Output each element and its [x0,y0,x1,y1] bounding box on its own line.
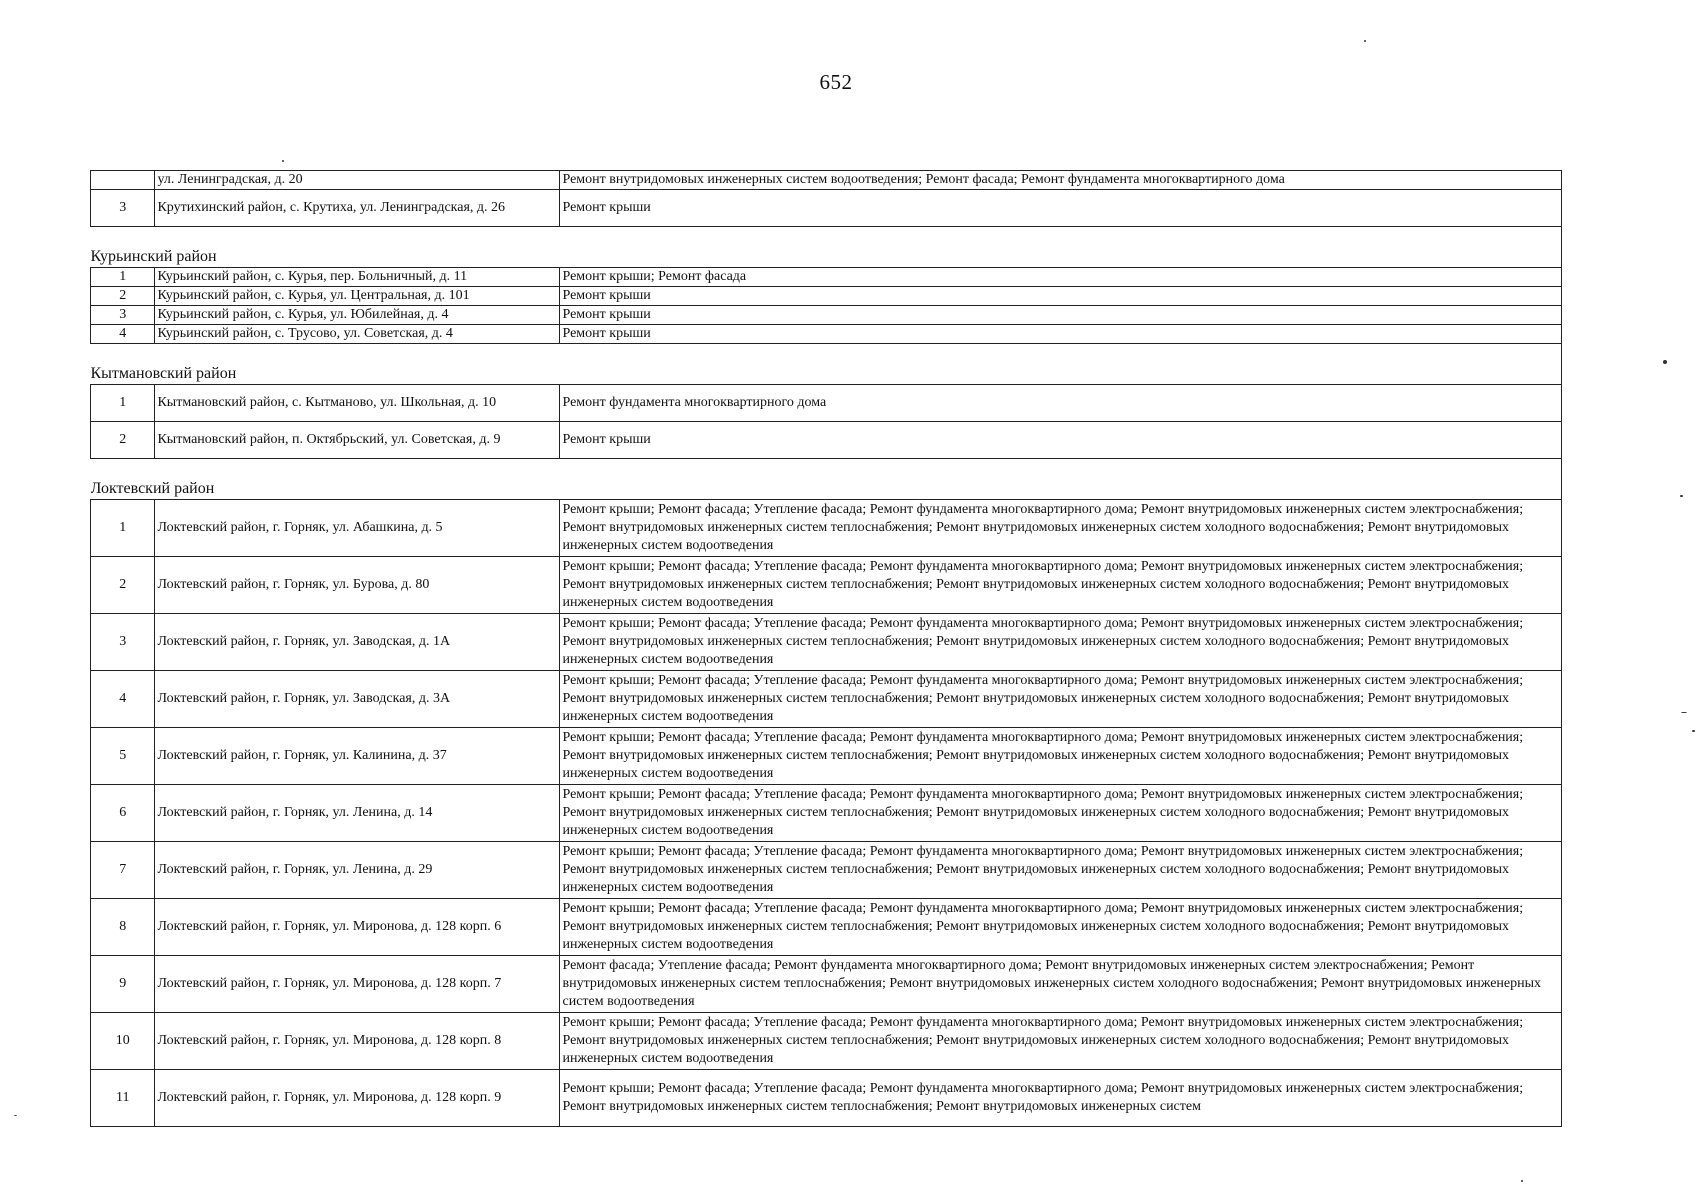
works-cell: Ремонт крыши [560,287,1562,306]
table-row [91,325,1562,344]
table-row [91,1013,1562,1070]
row-number: 11 [91,1070,155,1127]
district-heading: Кытмановский район [91,344,1562,385]
row-number: 4 [91,325,155,344]
row-number: 9 [91,956,155,1013]
table-row [91,268,1562,287]
address-cell: ул. Ленинградская, д. 20 [155,171,560,190]
row-number: 1 [91,268,155,287]
table-row [91,899,1562,956]
table-row [91,614,1562,671]
table-row [91,422,1562,459]
address-cell: Локтевский район, г. Горняк, ул. Калинина, д. 37 [155,728,560,785]
address-cell: Локтевский район, г. Горняк, ул. Заводская, д. 1А [155,614,560,671]
address-cell: Локтевский район, г. Горняк, ул. Миронова, д. 128 корп. 7 [155,956,560,1013]
address-cell: Локтевский район, г. Горняк, ул. Ленина, д. 14 [155,785,560,842]
row-number: 3 [91,614,155,671]
address-cell: Курьинский район, с. Трусово, ул. Советская, д. 4 [155,325,560,344]
address-cell: Курьинский район, с. Курья, пер. Больничный, д. 11 [155,268,560,287]
row-number [91,171,155,190]
row-number: 1 [91,385,155,422]
address-cell: Курьинский район, с. Курья, ул. Центральная, д. 101 [155,287,560,306]
table-row [91,956,1562,1013]
works-cell: Ремонт крыши [560,422,1562,459]
table-row [91,557,1562,614]
row-number: 2 [91,422,155,459]
scan-speck [1692,730,1695,732]
table-row [91,306,1562,325]
works-cell: Ремонт крыши; Ремонт фасада; Утепление фасада; Ремонт фундамента многоквартирного дома; Ремонт внутридомовых инженерных систем электроснабжения; Ремонт внутридомовых инженерных систем теплоснабжения; Ремонт внутридомовых инженерных систем холодного водоснабжения; Ремонт внутридомовых инженерных систем водоотведения [560,557,1562,614]
address-cell: Локтевский район, г. Горняк, ул. Миронова, д. 128 корп. 6 [155,899,560,956]
row-number: 5 [91,728,155,785]
row-number: 2 [91,287,155,306]
works-cell: Ремонт крыши; Ремонт фасада; Утепление фасада; Ремонт фундамента многоквартирного дома; Ремонт внутридомовых инженерных систем электроснабжения; Ремонт внутридомовых инженерных систем теплоснабжения; Ремонт внутридомовых инженерных систем холодного водоснабжения; Ремонт внутридомовых инженерных систем водоотведения [560,728,1562,785]
address-cell: Локтевский район, г. Горняк, ул. Миронова, д. 128 корп. 9 [155,1070,560,1127]
row-number: 10 [91,1013,155,1070]
row-number: 8 [91,899,155,956]
scan-speck [1521,1180,1523,1182]
table-row [91,190,1562,227]
table-row [91,287,1562,306]
table-body [91,171,1562,1127]
table-row [91,785,1562,842]
address-cell: Локтевский район, г. Горняк, ул. Ленина, д. 29 [155,842,560,899]
works-cell: Ремонт крыши; Ремонт фасада; Утепление фасада; Ремонт фундамента многоквартирного дома; Ремонт внутридомовых инженерных систем электроснабжения; Ремонт внутридомовых инженерных систем теплоснабжения; Ремонт внутридомовых инженерных систем холодного водоснабжения; Ремонт внутридомовых инженерных систем водоотведения [560,671,1562,728]
section-header-row [91,344,1562,385]
page-number: 652 [819,70,853,94]
scan-speck [1681,712,1687,713]
works-cell: Ремонт крыши [560,190,1562,227]
works-cell: Ремонт крыши [560,306,1562,325]
address-cell: Крутихинский район, с. Крутиха, ул. Ленинградская, д. 26 [155,190,560,227]
address-cell: Курьинский район, с. Курья, ул. Юбилейная, д. 4 [155,306,560,325]
works-cell: Ремонт крыши; Ремонт фасада; Утепление фасада; Ремонт фундамента многоквартирного дома; Ремонт внутридомовых инженерных систем электроснабжения; Ремонт внутридомовых инженерных систем теплоснабжения; Ремонт внутридомовых инженерных систем холодного водоснабжения; Ремонт внутридомовых инженерных систем водоотведения [560,842,1562,899]
address-cell: Кытмановский район, с. Кытманово, ул. Школьная, д. 10 [155,385,560,422]
row-number: 7 [91,842,155,899]
scan-speck [282,160,284,162]
address-cell: Локтевский район, г. Горняк, ул. Миронова, д. 128 корп. 8 [155,1013,560,1070]
works-cell: Ремонт крыши; Ремонт фасада; Утепление фасада; Ремонт фундамента многоквартирного дома; Ремонт внутридомовых инженерных систем электроснабжения; Ремонт внутридомовых инженерных систем теплоснабжения; Ремонт внутридомовых инженерных систем холодного водоснабжения; Ремонт внутридомовых инженерных систем водоотведения [560,899,1562,956]
repair-table [90,170,1562,1127]
works-cell: Ремонт крыши; Ремонт фасада; Утепление фасада; Ремонт фундамента многоквартирного дома; Ремонт внутридомовых инженерных систем электроснабжения; Ремонт внутридомовых инженерных систем теплоснабжения; Ремонт внутридомовых инженерных систем холодного водоснабжения; Ремонт внутридомовых инженерных систем водоотведения [560,614,1562,671]
works-cell: Ремонт внутридомовых инженерных систем водоотведения; Ремонт фасада; Ремонт фундамента многоквартирного дома [560,171,1562,190]
table-row [91,385,1562,422]
row-number: 1 [91,500,155,557]
row-number: 3 [91,306,155,325]
table-row [91,728,1562,785]
address-cell: Локтевский район, г. Горняк, ул. Абашкина, д. 5 [155,500,560,557]
scan-speck [1680,495,1683,497]
table-row [91,671,1562,728]
works-cell: Ремонт крыши [560,325,1562,344]
works-cell: Ремонт крыши; Ремонт фасада; Утепление фасада; Ремонт фундамента многоквартирного дома; Ремонт внутридомовых инженерных систем электроснабжения; Ремонт внутридомовых инженерных систем теплоснабжения; Ремонт внутридомовых инженерных систем холодного водоснабжения; Ремонт внутридомовых инженерных систем водоотведения [560,785,1562,842]
row-number: 4 [91,671,155,728]
works-cell: Ремонт фасада; Утепление фасада; Ремонт фундамента многоквартирного дома; Ремонт внутридомовых инженерных систем электроснабжения; Ремонт внутридомовых инженерных систем теплоснабжения; Ремонт внутридомовых инженерных систем холодного водоснабжения; Ремонт внутридомовых инженерных систем водоотведения [560,956,1562,1013]
table-row [91,171,1562,190]
scan-speck [1364,40,1366,42]
scan-speck [14,1115,17,1116]
address-cell: Кытмановский район, п. Октябрьский, ул. Советская, д. 9 [155,422,560,459]
address-cell: Локтевский район, г. Горняк, ул. Бурова, д. 80 [155,557,560,614]
section-header-row [91,227,1562,268]
table-row [91,842,1562,899]
district-heading: Локтевский район [91,459,1562,500]
row-number: 3 [91,190,155,227]
row-number: 6 [91,785,155,842]
works-cell: Ремонт крыши; Ремонт фасада; Утепление фасада; Ремонт фундамента многоквартирного дома; Ремонт внутридомовых инженерных систем электроснабжения; Ремонт внутридомовых инженерных систем теплоснабжения; Ремонт внутридомовых инженерных систем холодного водоснабжения; Ремонт внутридомовых инженерных систем водоотведения [560,500,1562,557]
works-cell: Ремонт крыши; Ремонт фасада [560,268,1562,287]
row-number: 2 [91,557,155,614]
section-header-row [91,459,1562,500]
works-cell: Ремонт крыши; Ремонт фасада; Утепление фасада; Ремонт фундамента многоквартирного дома; Ремонт внутридомовых инженерных систем электроснабжения; Ремонт внутридомовых инженерных систем теплоснабжения; Ремонт внутридомовых инженерных систем холодного водоснабжения; Ремонт внутридомовых инженерных систем водоотведения [560,1013,1562,1070]
address-cell: Локтевский район, г. Горняк, ул. Заводская, д. 3А [155,671,560,728]
table-row [91,500,1562,557]
district-heading: Курьинский район [91,227,1562,268]
scan-speck [1663,360,1667,364]
works-cell: Ремонт фундамента многоквартирного дома [560,385,1562,422]
table-row [91,1070,1562,1127]
works-cell: Ремонт крыши; Ремонт фасада; Утепление фасада; Ремонт фундамента многоквартирного дома; Ремонт внутридомовых инженерных систем электроснабжения; Ремонт внутридомовых инженерных систем теплоснабжения; Ремонт внутридомовых инженерных систем [560,1070,1562,1127]
